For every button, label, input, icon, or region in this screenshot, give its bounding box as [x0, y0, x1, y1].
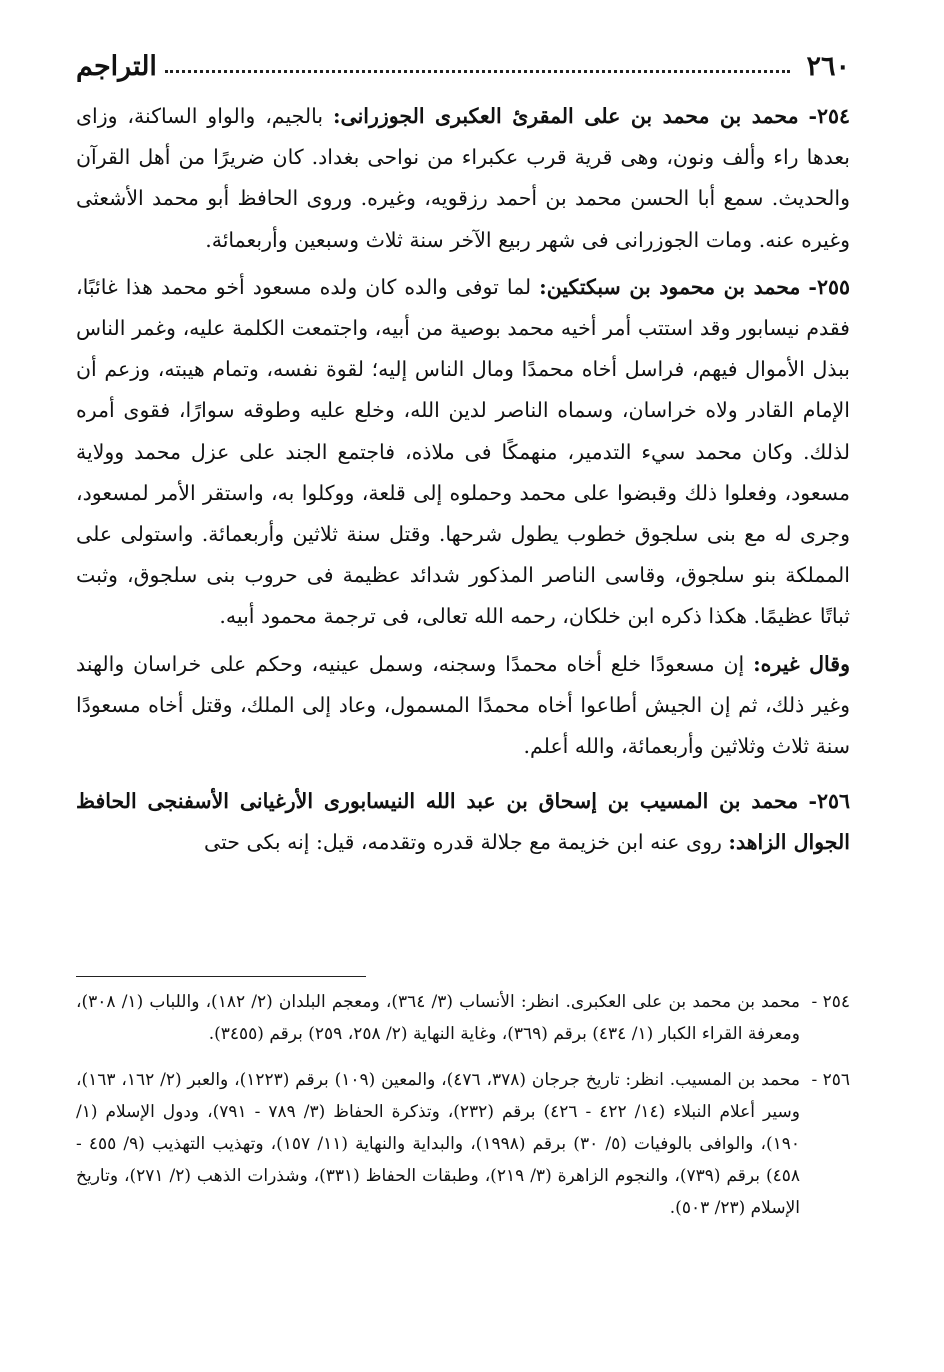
entry-255	[76, 267, 850, 638]
footnote-divider	[76, 976, 366, 977]
entry-255-continued	[76, 644, 850, 768]
footnote-text: محمد بن المسيب. انظر: تاريخ جرجان (٣٧٨، ٤٧٦)، والمعين (١٠٩) برقم (١٢٢٣)، والعبر (٢/ ١٦٢، ١٦٣)، وسير أعلام النبلاء (١٤/ ٤٢٢ - ٤٢٦) برقم (٢٣٢)، وتذكرة الحفاظ (٣/ ٧٨٩ - ٧٩١)، ودول الإسلام (١/ ١٩٠)، والوافى بالوفيات (٥/ ٣٠) برقم (١٩٩٨)، والبداية والنهاية (١١/ ١٥٧)، وتهذيب التهذيب (٩/ ٤٥٥ - ٤٥٨) برقم (٧٣٩)، والنجوم الزاهرة (٣/ ٢١٩)، وطبقات الحفاظ (٣٣١)، وشذرات الذهب (٢/ ٢٧١)، وتاريخ الإسلام (٢٣/ ٥٠٣).	[76, 1070, 801, 1218]
entry-heading: محمد بن محمود بن سبكتكين:	[539, 274, 801, 299]
page-number: ٢٦٠	[806, 50, 850, 82]
footnote-text: محمد بن محمد بن على العكبرى. انظر: الأنساب (٣/ ٣٦٤)، ومعجم البلدان (٢/ ١٨٢)، واللباب (١/ ٣٠٨)، ومعرفة القراء الكبار (١/ ٤٣٤) برقم (٣٦٩)، وغاية النهاية (٢/ ٢٥٨، ٢٥٩) برقم (٣٤٥٥).	[76, 992, 800, 1044]
entry-number: ٢٥٤-	[808, 104, 850, 128]
entry-number: ٢٥٥-	[808, 274, 850, 299]
footnote-254	[76, 986, 850, 1050]
footnote-256	[76, 1064, 850, 1224]
section-title: التراجم	[76, 50, 157, 82]
main-text	[76, 96, 850, 864]
entry-number: ٢٥٦-	[808, 789, 850, 814]
entry-text: بالجيم، والواو الساكنة، وزاى بعدها راء وألف ونون، وهى قرية قرب عكبراء من نواحى بغداد. كان ضريرًا من أهل القرآن والحديث. سمع أبا الحسن محمد بن أحمد رزقويه، وغيره. وروى الحافظ أبو محمد الأشعثى وغيره عنه. ومات الجوزرانى فى شهر ربيع الآخر سنة ثلاث وسبعين وأربعمائة.	[76, 104, 850, 252]
entry-heading: وقال غيره:	[753, 651, 850, 676]
leader-dots	[165, 70, 791, 73]
footnote-number: ٢٥٤ -	[811, 992, 850, 1012]
entry-text: إن مسعودًا خلع أخاه محمدًا وسجنه، وسمل عينيه، وحكم على خراسان والهند وغير ذلك، ثم إن الجيش أطاعوا أخاه محمدًا المسمول، وعاد إلى الملك، وقتل أخاه مسعودًا سنة ثلاث وثلاثين وأربعمائة، والله أعلم.	[76, 651, 850, 759]
entry-text: لما توفى والده كان ولده مسعود أخو محمد هذا غائبًا، فقدم نيسابور وقد استتب أمر أخيه محمد بوصية من أبيه، واجتمعت الكلمة عليه، وغمر الناس ببذل الأموال فيهم، فراسل أخاه محمدًا ومال الناس إليه؛ لقوة نفسه، وتمام هيبته، وزعم أن الإمام القادر ولاه خراسان، وسماه الناصر لدين الله، وخلع عليه وطوقه سوارًا، فقوى أمره لذلك. وكان محمد سيء التدمير، منهمكًا فى ملاذه، فاجتمع الجند على عزل محمد وولاية مسعود، وفعلوا ذلك وقبضوا على محمد وحملوه إلى قلعة، ووكلوا به، واستقر الأمر لمسعود، وجرى له مع بنى سلجوق خطوب يطول شرحها. وقتل سنة ثلاثين وأربعمائة. واستولى على المملكة بنو سلجوق، وقاسى الناصر المذكور شدائد عظيمة فى حروب بنى سلجوق، وثبت ثباتًا عظيمًا. هكذا ذكره ابن خلكان، رحمه الله تعالى، فى ترجمة محمود أبيه.	[76, 274, 850, 629]
entry-254	[76, 96, 850, 261]
footnotes	[76, 986, 850, 1224]
footnote-number: ٢٥٦ -	[811, 1070, 850, 1090]
entry-heading: محمد بن محمد بن على المقرئ العكبرى الجوزرانى:	[332, 104, 799, 128]
entry-256	[76, 781, 850, 863]
entry-heading: محمد بن المسيب بن إسحاق بن عبد الله النيسابورى الأرغيانى الأسفنجى الحافظ الجوال الزاهد:	[76, 789, 850, 855]
entry-text: روى عنه ابن خزيمة مع جلالة قدره وتقدمه، قيل: إنه بكى حتى	[203, 830, 729, 855]
running-header	[76, 46, 850, 86]
